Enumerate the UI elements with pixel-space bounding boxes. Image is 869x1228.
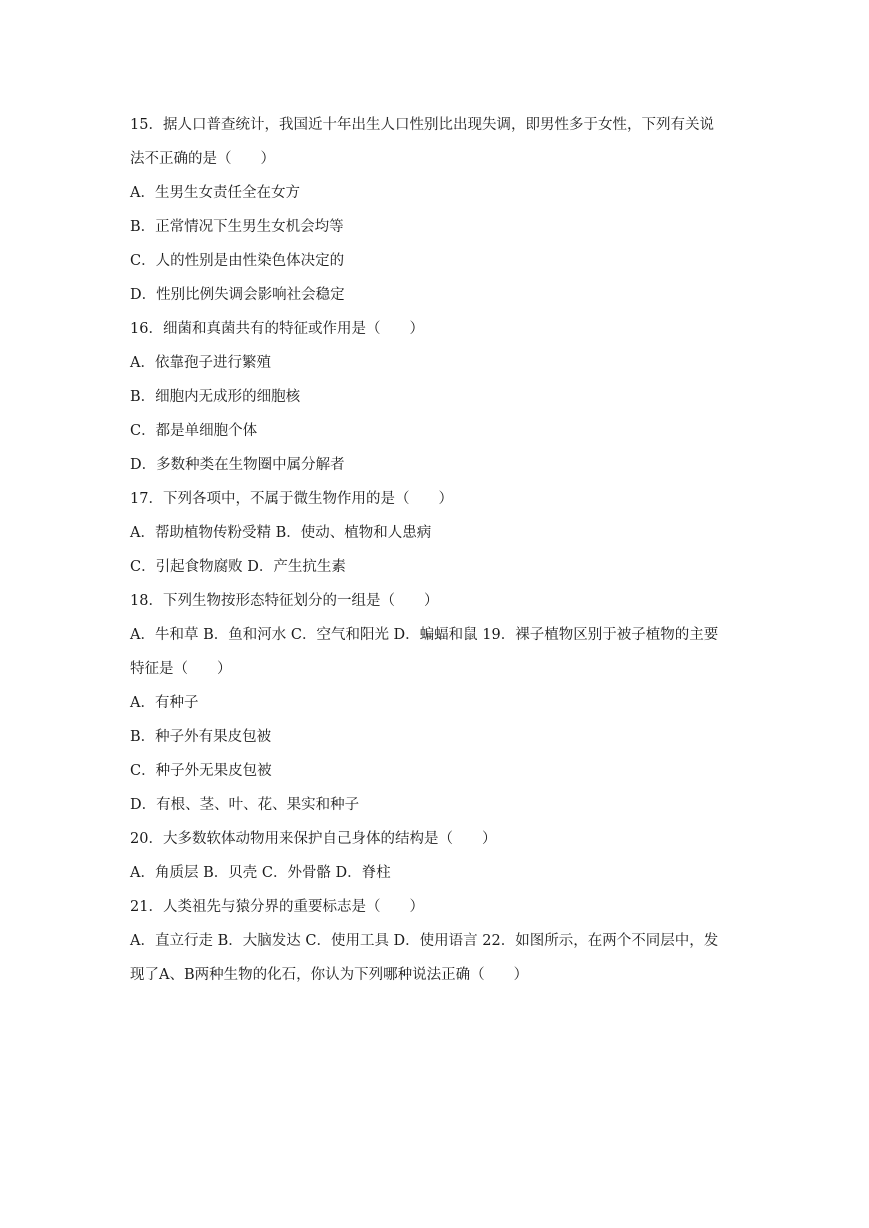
q17-options-cd: C．引起食物腐败 D．产生抗生素 <box>130 559 346 575</box>
q21-options-q22-stem: A．直立行走 B．大脑发达 C．使用工具 D．使用语言 22．如图所示，在两个不同层中，发 <box>130 933 719 949</box>
q16-option-b: B．细胞内无成形的细胞核 <box>130 389 301 405</box>
q19-option-d: D．有根、茎、叶、花、果实和种子 <box>130 797 360 813</box>
q15-option-a: A．生男生女责任全在女方 <box>130 185 300 201</box>
q15-stem-line1: 15．据人口普查统计，我国近十年出生人口性别比出现失调，即男性多于女性，下列有关说 <box>130 117 714 133</box>
q22-stem-line2: 现了A、B两种生物的化石，你认为下列哪种说法正确（ ） <box>130 967 529 983</box>
q15-stem-line2: 法不正确的是（ ） <box>130 151 275 167</box>
q20-options: A．角质层 B．贝壳 C．外骨骼 D．脊柱 <box>130 865 391 881</box>
q19-option-b: B．种子外有果皮包被 <box>130 729 272 745</box>
q16-option-c: C．都是单细胞个体 <box>130 423 258 439</box>
q15-option-c: C．人的性别是由性染色体决定的 <box>130 253 345 269</box>
q19-option-a: A．有种子 <box>130 695 199 711</box>
q19-option-c: C．种子外无果皮包被 <box>130 763 272 779</box>
q16-option-a: A．依靠孢子进行繁殖 <box>130 355 271 371</box>
q19-stem-line2: 特征是（ ） <box>130 661 232 677</box>
q15-option-d: D．性别比例失调会影响社会稳定 <box>130 287 345 303</box>
q18-options-q19-stem: A．牛和草 B．鱼和河水 C．空气和阳光 D．蝙蝠和鼠 19．裸子植物区别于被子植物的主要 <box>130 627 719 643</box>
q20-stem: 20．大多数软体动物用来保护自己身体的结构是（ ） <box>130 831 497 847</box>
q18-stem: 18．下列生物按形态特征划分的一组是（ ） <box>130 593 439 609</box>
q21-stem: 21．人类祖先与猿分界的重要标志是（ ） <box>130 899 424 915</box>
q15-option-b: B．正常情况下生男生女机会均等 <box>130 219 344 235</box>
document-body <box>130 108 740 992</box>
q16-option-d: D．多数种类在生物圈中属分解者 <box>130 457 345 473</box>
q17-stem: 17．下列各项中，不属于微生物作用的是（ ） <box>130 491 453 507</box>
q16-stem: 16．细菌和真菌共有的特征或作用是（ ） <box>130 321 424 337</box>
q17-options-ab: A．帮助植物传粉受精 B．使动、植物和人患病 <box>130 525 432 541</box>
